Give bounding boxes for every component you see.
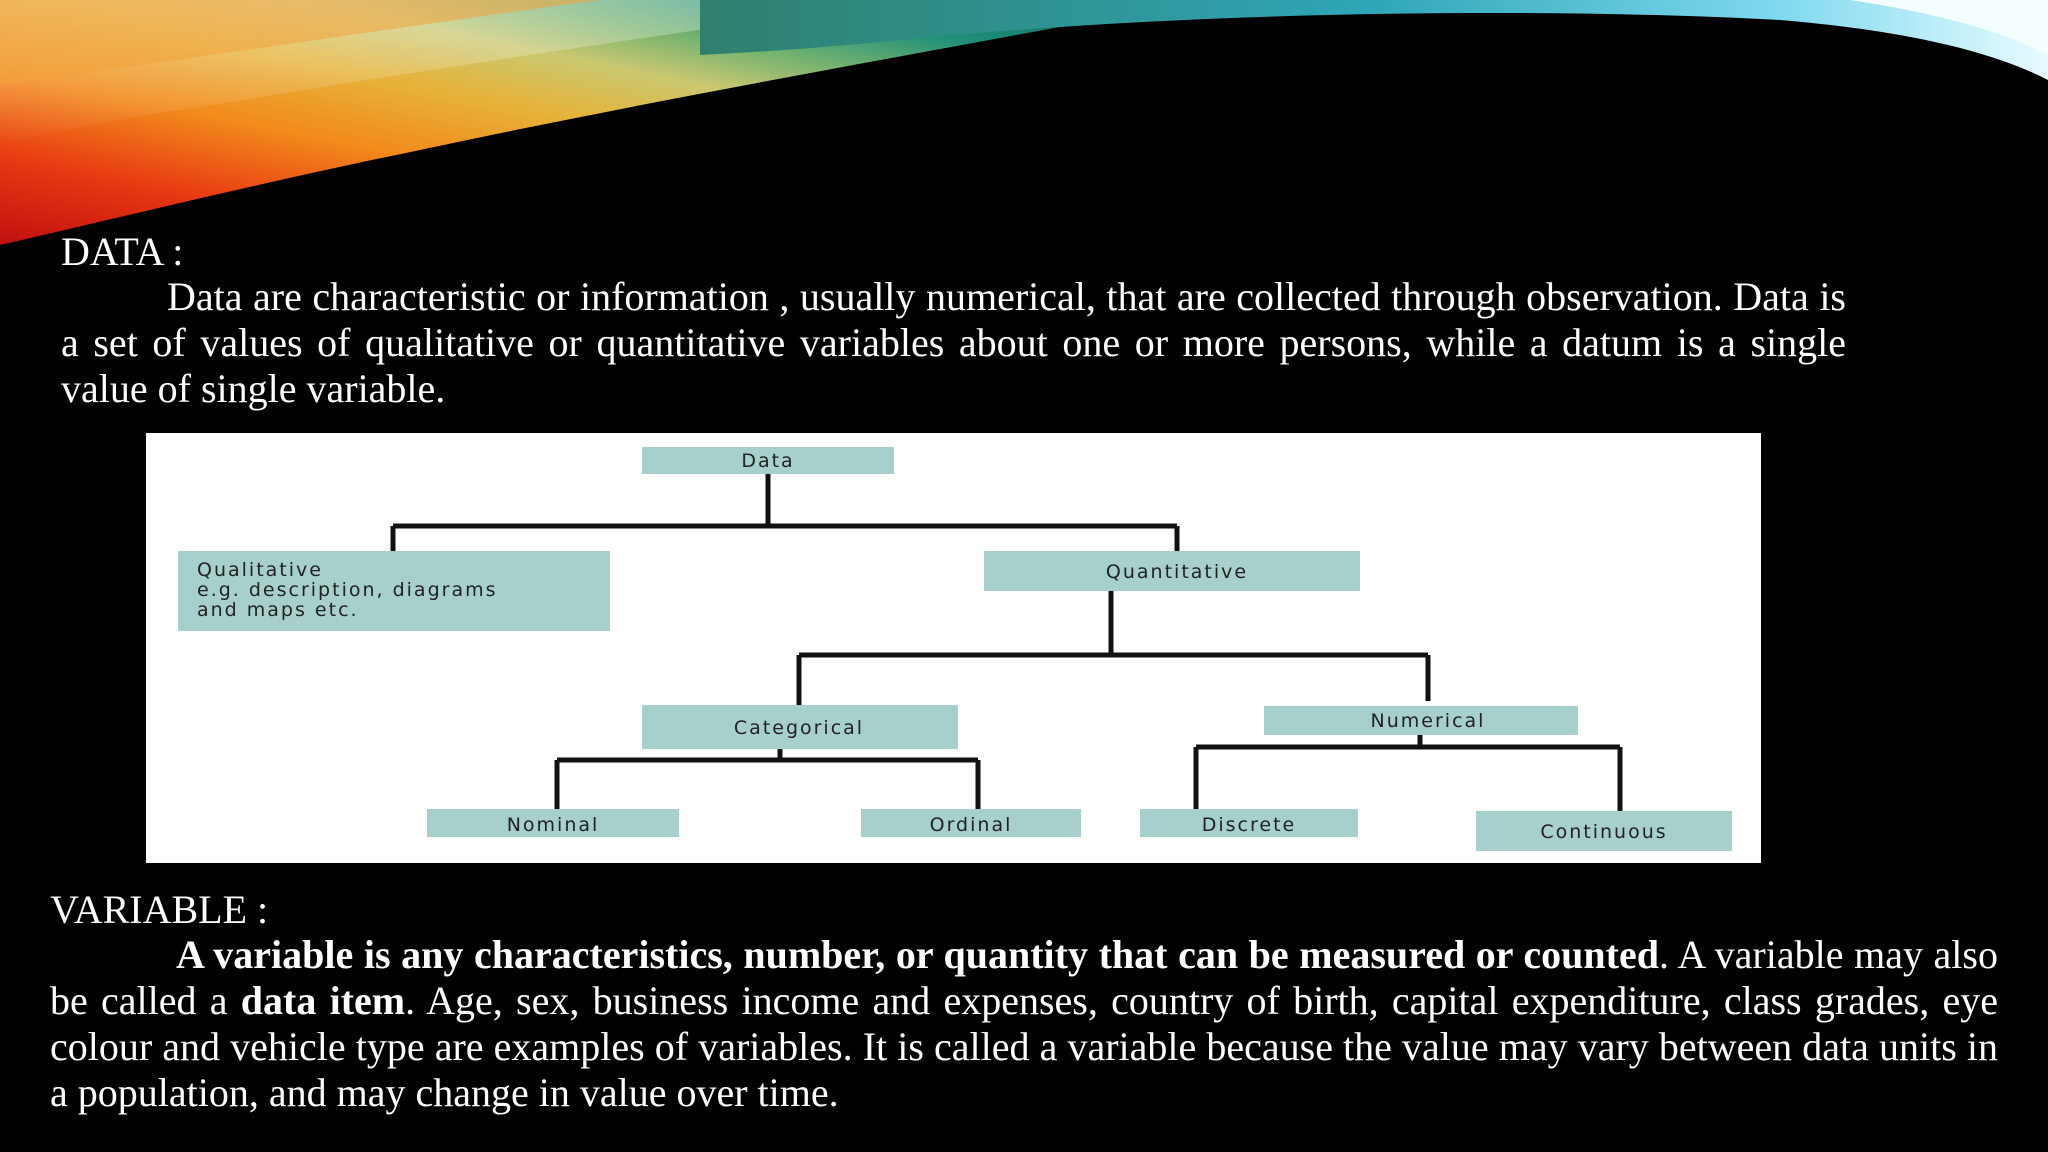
node-qualitative-example: e.g. description, diagrams: [197, 579, 498, 601]
data-item-term: data item: [240, 978, 406, 1023]
node-data: [642, 447, 894, 474]
node-data-label: Data: [741, 450, 795, 472]
variable-definition-bold: A variable is any characteristics, number, or quantity that can be measured or counted: [176, 932, 1659, 977]
node-categorical: [642, 705, 958, 749]
node-ordinal: [861, 809, 1081, 837]
node-nominal-label: Nominal: [506, 814, 600, 836]
node-nominal: [427, 809, 679, 837]
variable-text-1: . A variable may also be called a: [50, 932, 1998, 1023]
node-categorical-label: Categorical: [733, 717, 865, 739]
variable-paragraph: [50, 932, 1998, 1116]
node-continuous: [1476, 811, 1732, 851]
node-quantitative-label: Quantitative: [1105, 561, 1249, 583]
node-quantitative: [984, 551, 1360, 591]
node-ordinal-label: Ordinal: [929, 814, 1013, 836]
node-qualitative: [178, 551, 610, 631]
data-paragraph: [61, 274, 1846, 412]
data-types-diagram: [146, 433, 1761, 863]
data-heading: DATA :: [61, 229, 184, 274]
decorative-banner: [0, 0, 2048, 250]
node-numerical: [1264, 706, 1578, 735]
node-qualitative-label: Qualitative: [197, 559, 323, 581]
diagram-connectors: [393, 473, 1620, 815]
node-discrete-label: Discrete: [1201, 814, 1297, 836]
variable-heading: VARIABLE :: [50, 887, 269, 932]
node-qualitative-example-2: and maps etc.: [197, 599, 359, 621]
variable-text-2: . Age, sex, business income and expenses, country of birth, capital expenditure, class grades, eye colour and vehicle type are examples of variables. It is called a variable because the value may vary between data units in a population, and may change in value over time.: [50, 978, 1999, 1115]
node-numerical-label: Numerical: [1370, 710, 1486, 732]
data-paragraph-text: Data are characteristic or information , usually numerical, that are collected through observation. Data is a set of values of qualitative or quantitative variables about one or more persons, while a datum is a single value of single variable.: [61, 274, 1846, 411]
node-discrete: [1140, 809, 1358, 837]
node-continuous-label: Continuous: [1540, 821, 1668, 843]
